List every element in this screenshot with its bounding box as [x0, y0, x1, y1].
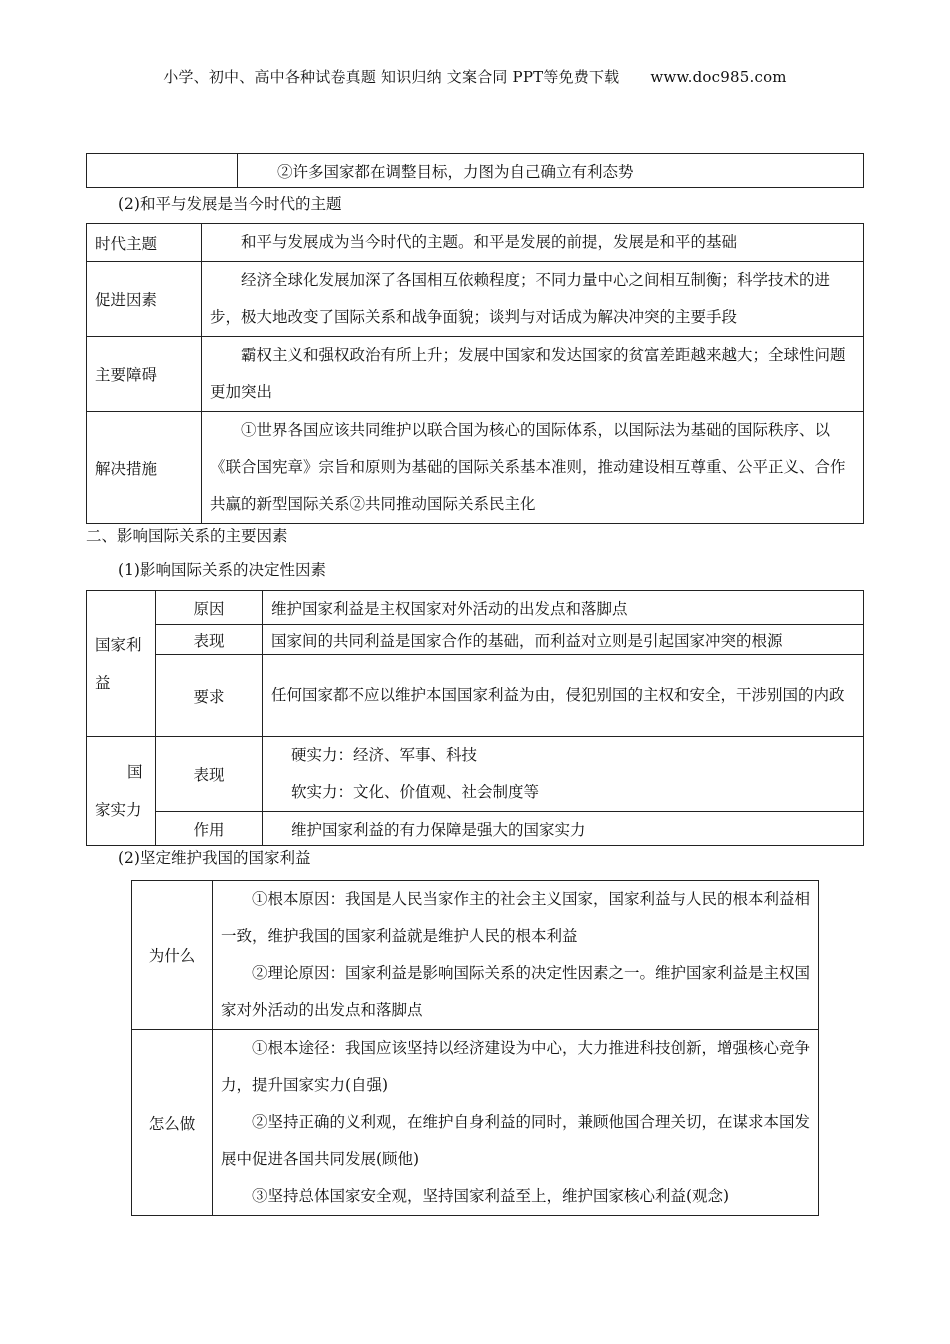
- how-item: ①根本途径：我国应该坚持以经济建设为中心，大力推进科技创新，增强核心竞争力，提升国家实力(自强): [221, 1039, 811, 1094]
- why-item: ②理论原因：国家利益是影响国际关系的决定性因素之一。维护国家利益是主权国家对外活动的出发点和落脚点: [221, 964, 811, 1019]
- header-text: 小学、初中、高中各种试卷真题 知识归纳 文案合同 PPT等免费下载: [163, 68, 620, 86]
- national-interest-label-line2: 益: [95, 673, 111, 692]
- peace-content: ①世界各国应该共同维护以联合国为核心的国际体系，以国际法为基础的国际秩序、以《联合国宪章》宗旨和原则为基础的国际关系基本准则，推动建设相互尊重、公平正义、合作共赢的新型国际关系②共同推动国际关系民主化: [202, 412, 864, 524]
- factor-sub-label: 表现: [156, 737, 263, 812]
- factor-sub-label: 表现: [156, 625, 263, 655]
- peace-table: [86, 223, 864, 524]
- hard-power-line: 硬实力：经济、军事、科技: [291, 746, 478, 764]
- why-content: [213, 881, 819, 1030]
- header-url[interactable]: www.doc985.com: [650, 68, 787, 86]
- factor-content: [263, 737, 864, 812]
- peace-label: 主要障碍: [87, 337, 202, 412]
- why-item: ①根本原因：我国是人民当家作主的社会主义国家，国家利益与人民的根本利益相一致，维护我国的国家利益就是维护人民的根本利益: [221, 890, 811, 945]
- peace-content: 和平与发展成为当今时代的主题。和平是发展的前提，发展是和平的基础: [202, 224, 864, 262]
- factor-sub-label: 要求: [156, 655, 263, 737]
- peace-content: 经济全球化发展加深了各国相互依赖程度；不同力量中心之间相互制衡；科学技术的进步，极大地改变了国际关系和战争面貌；谈判与对话成为解决冲突的主要手段: [202, 262, 864, 337]
- top-table-cell: ②许多国家都在调整目标，力图为自己确立有利态势: [238, 154, 864, 188]
- section2-sub1-heading: (1)影响国际关系的决定性因素: [118, 561, 326, 579]
- how-item: ②坚持正确的义利观，在维护自身利益的同时，兼顾他国合理关切，在谋求本国发展中促进各国共同发展(顾他): [221, 1113, 811, 1168]
- factor-sub-label: 原因: [156, 591, 263, 625]
- section1-sub2-heading: (2)和平与发展是当今时代的主题: [118, 195, 342, 213]
- soft-power-line: 软实力：文化、价值观、社会制度等: [291, 783, 540, 801]
- how-content: [213, 1030, 819, 1216]
- peace-content: 霸权主义和强权政治有所上升；发展中国家和发达国家的贫富差距越来越大；全球性问题更加突出: [202, 337, 864, 412]
- national-strength-label-line1: 国: [127, 763, 143, 781]
- factors-table: [86, 590, 864, 846]
- factor-content: 维护国家利益是主权国家对外活动的出发点和落脚点: [263, 591, 864, 625]
- factor-sub-label: 作用: [156, 812, 263, 846]
- top-table: [86, 153, 864, 188]
- national-interest-label-line1: 国家利: [95, 635, 142, 654]
- section2-sub2-heading: (2)坚定维护我国的国家利益: [118, 849, 311, 867]
- factor-content: 国家间的共同利益是国家合作的基础，而利益对立则是引起国家冲突的根源: [263, 625, 864, 655]
- national-strength-label: [87, 737, 156, 846]
- factor-content: 任何国家都不应以维护本国国家利益为由，侵犯别国的主权和安全，干涉别国的内政: [263, 655, 864, 737]
- national-interest-label: [87, 591, 156, 737]
- why-label: 为什么: [132, 881, 213, 1030]
- peace-label: 促进因素: [87, 262, 202, 337]
- how-item: ③坚持总体国家安全观，坚持国家利益至上，维护国家核心利益(观念): [252, 1187, 730, 1205]
- section2-heading: 二、影响国际关系的主要因素: [86, 527, 288, 545]
- defend-table: [131, 880, 819, 1216]
- peace-label: 时代主题: [87, 224, 202, 262]
- peace-label: 解决措施: [87, 412, 202, 524]
- top-table-empty-cell: [87, 154, 238, 188]
- how-label: 怎么做: [132, 1030, 213, 1216]
- page-header: [0, 66, 950, 87]
- national-strength-label-line2: 家实力: [95, 801, 142, 819]
- factor-content: 维护国家利益的有力保障是强大的国家实力: [263, 812, 864, 846]
